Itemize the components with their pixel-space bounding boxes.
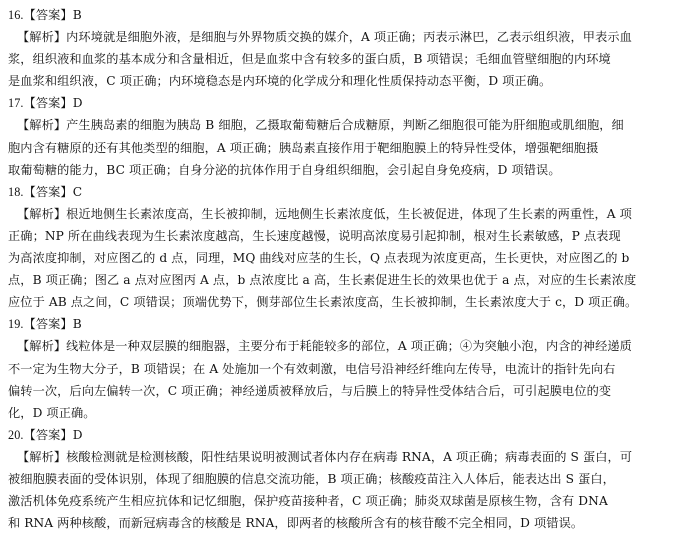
explanation-line: 为高浓度抑制，对应图乙的 d 点，同理，MQ 曲线对应茎的生长，Q 点表现为浓度更高，生长更快，对应图乙的 b	[8, 251, 630, 266]
explanation-line: 偏转一次，后向左偏转一次，C 项正确；神经递质被释放后，与后膜上的特异性受体结合后，可引起膜电位的变	[8, 383, 612, 398]
explanation-line: 【解析】核酸检测就是检测核酸，阳性结果说明被测试者体内存在病毒 RNA，A 项正确；病毒表面的 S 蛋白，可	[17, 449, 633, 464]
explanation-line: 点，B 项正确；图乙 a 点对应图丙 A 点，b 点浓度比 a 高，生长素促进生长的效果也优于 a 点，对应的生长素浓度	[8, 273, 637, 288]
explanation-line: 【解析】产生胰岛素的细胞为胰岛 B 细胞，乙摄取葡萄糖后合成糖原，判断乙细胞很可能为肝细胞或肌细胞，细	[17, 118, 624, 133]
answer-line	[8, 313, 684, 335]
answer-line	[8, 424, 684, 446]
explanation-line: 是血浆和组织液，C 项正确；内环境稳态是内环境的化学成分和理化性质保持动态平衡，D 项正确。	[8, 74, 552, 89]
explanation-line: 胞内含有糖原的还有其他类型的细胞，A 项正确；胰岛素直接作用于靶细胞膜上的特异性受体，增强靶细胞摄	[8, 140, 599, 155]
explanation-line: 正确；NP 所在曲线表现为生长素浓度越高，生长速度越慢，说明高浓度易引起抑制，根对生长素敏感，P 点表现	[8, 228, 621, 243]
question-18	[8, 181, 684, 314]
explanation-line: 和 RNA 两种核酸，而新冠病毒含的核酸是 RNA，即两者的核酸所含有的核苷酸不完全相同，D 项错误。	[8, 516, 584, 531]
explanation-line: 应位于 AB 点之间，C 项错误；顶端优势下，侧芽部位生长素浓度高，生长被抑制，生长素浓度大于 c，D 项正确。	[8, 295, 638, 310]
answer-label: 【答案】D	[23, 427, 83, 442]
answer-label: 【答案】C	[23, 184, 83, 199]
answer-line	[8, 92, 684, 114]
question-number: 20.	[8, 427, 24, 442]
answer-label: 【答案】D	[23, 96, 83, 111]
question-17	[8, 92, 684, 180]
explanation-line: 【解析】内环境就是细胞外液，是细胞与外界物质交换的媒介，A 项正确；丙表示淋巴，乙表示组织液，甲表示血	[17, 30, 632, 45]
answer-line	[8, 181, 684, 203]
question-19	[8, 313, 684, 423]
explanation-line: 取葡萄糖的能力，BC 项正确；自身分泌的抗体作用于自身组织细胞，会引起自身免疫病，D 项错误。	[8, 162, 561, 177]
explanation-line: 被细胞膜表面的受体识别，体现了细胞膜的信息交流功能，B 项正确；核酸疫苗注入人体后，能表达出 S 蛋白，	[8, 471, 615, 486]
explanation-line: 【解析】线粒体是一种双层膜的细胞器，主要分布于耗能较多的部位，A 项正确；④为突触小泡，内含的神经递质	[17, 339, 632, 354]
question-number: 16.	[8, 8, 24, 22]
answer-label: 【答案】B	[23, 8, 82, 22]
explanation-line: 激活机体免疫系统产生相应抗体和记忆细胞，保护疫苗接种者，C 项正确；肺炎双球菌是原核生物，含有 DNA	[8, 494, 608, 509]
explanation-line: 化，D 项正确。	[8, 405, 96, 420]
answer-label: 【答案】B	[23, 317, 82, 332]
answer-line	[8, 4, 684, 26]
explanation-line: 【解析】根近地侧生长素浓度高，生长被抑制，远地侧生长素浓度低，生长被促进，体现了生长素的两重性，A 项	[17, 206, 632, 221]
question-number: 17.	[8, 96, 24, 111]
question-number: 18.	[8, 184, 24, 199]
question-16	[8, 4, 684, 92]
question-number: 19.	[8, 317, 24, 332]
explanation-line: 浆，组织液和血浆的基本成分和含量相近，但是血浆中含有较多的蛋白质，B 项错误；毛细血管壁细胞的内环境	[8, 52, 611, 67]
explanation-line: 不一定为生物大分子，B 项错误；在 A 处施加一个有效刺激，电信号沿神经纤维向左传导，电流计的指针先向右	[8, 361, 616, 376]
question-20	[8, 424, 684, 534]
